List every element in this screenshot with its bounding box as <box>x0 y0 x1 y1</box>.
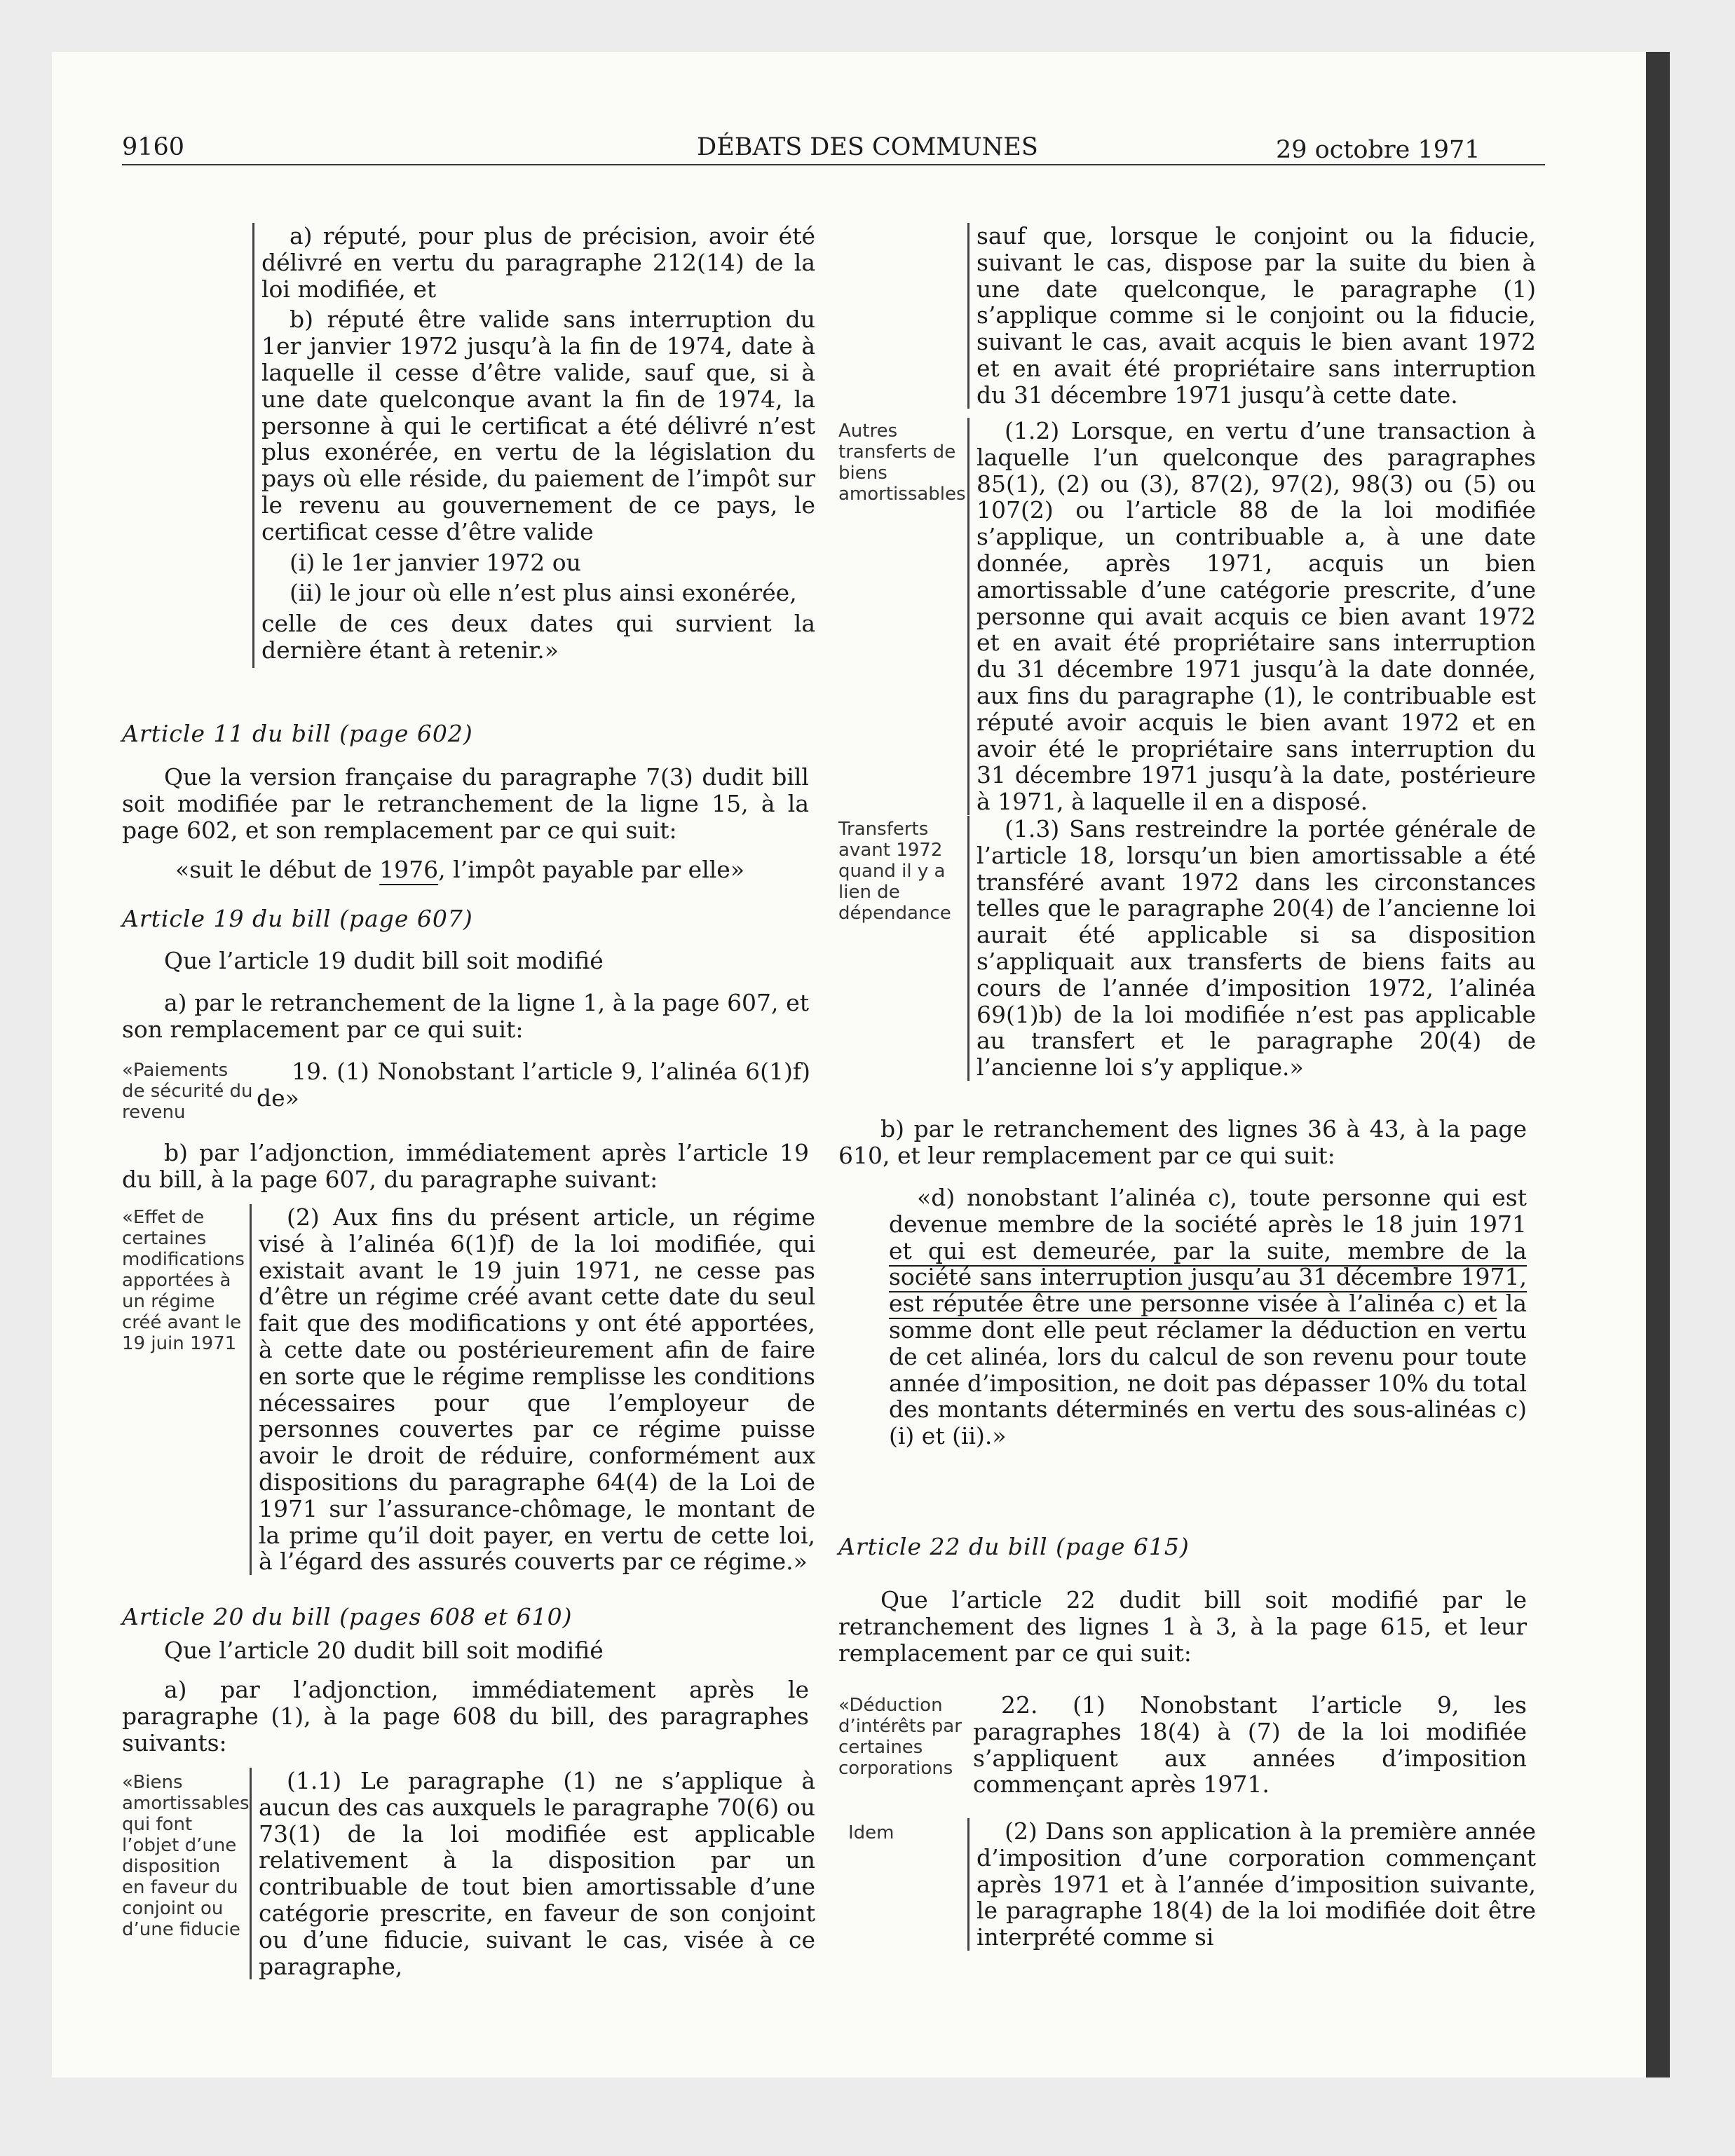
margin-note-deduction: «Déduction d’intérêts par certaines corporations <box>838 1695 962 1779</box>
quote-underlined: 1976 <box>379 856 439 883</box>
article-22-subsection-2: (2) Dans son application à la première année d’imposition d’une corporation commençant après 1971 et à l’année d’imposition suivante, le paragraphe 18(4) de la loi modifiée doit être interprété comme si <box>967 1818 1536 1951</box>
article-20-a: a) par l’adjonction, immédiatement après le paragraphe (1), à la page 608 du bill, des paragraphes suivants: <box>122 1676 809 1756</box>
article-20-subsection-1-1: (1.1) Le paragraphe (1) ne s’applique à aucun des cas auxquels le paragraphe 70(6) ou 73(1) de la loi modifiée est applicable relativement à la disposition par un contribuable de tout bien amortissable d’une catégorie prescrite, en faveur de son conjoint ou d’une fiducie, suivant le cas, visée à ce paragraphe, <box>250 1768 815 1979</box>
article-20-subsection-1-2: (1.2) Lorsque, en vertu d’une transaction à laquelle l’un quelconque des paragraphes 85(1), (2) ou (3), 87(2), 97(2), 98(3) ou (5) ou 107(2) ou l’article 88 de la loi modifiée s’applique, un contribuable a, à une date donnée, après 1971, acquis un bien amortissable d’une catégorie prescrite, d’une personne qui avait acquis ce bien avant 1972 et en avait été propriétaire sans interruption du 31 décembre 1971 jusqu’à la date donnée, aux fins du paragraphe (1), le contribuable est réputé avoir acquis le bien avant 1972 et en avoir été le propriétaire sans interruption du 31 décembre 1971 jusqu’à la date, postérieure à 1971, à laquelle il en a disposé. <box>967 418 1536 815</box>
article-19-section-19: 19. (1) Nonobstant l’article 9, l’alinéa 6(1)f) de» <box>257 1058 810 1112</box>
paragraph-d-replacement <box>889 1185 1527 1449</box>
margin-note-autres: Autres transferts de biens amortissables <box>838 421 966 505</box>
heading-article-22: Article 22 du bill (page 615) <box>838 1533 1190 1560</box>
page-number: 9160 <box>122 133 185 161</box>
article-20-subsection-1-3: (1.3) Sans restreindre la portée générale de l’article 18, lorsqu’un bien amortissable a été transféré avant 1972 dans les circonstances telles que le paragraphe 20(4) de l’ancienne loi aurait été applicable si sa disposition s’appliquait aux transferts de biens faits au cours de l’année d’imposition 1972, l’alinéa 69(1)b) de la loi modifiée n’est pas applicable au transfert et le paragraphe 20(4) de l’ancienne loi s’y applique.» <box>967 816 1536 1081</box>
margin-note-paiements: «Paiements de sécurité du revenu <box>122 1060 253 1123</box>
clause-closing: celle de ces deux dates qui survient la dernière étant à retenir.» <box>261 610 815 664</box>
margin-note-idem: Idem <box>848 1822 894 1843</box>
article-19-subsection-2: (2) Aux fins du présent article, un régime visé à l’alinéa 6(1)f) de la loi modifiée, qui existait avant le 19 juin 1971, ne cesse pas d’être un régime créé avant cette date du seul fait que des modifications y ont été apportées, à cette date ou postérieurement afin de faire en sorte que le régime remplisse les conditions nécessaires pour que l’employeur de personnes couvertes par ce régime puisse avoir le droit de réduire, conformément aux dispositions du paragraphe 64(4) de la Loi de 1971 sur l’assurance-chômage, le montant de la prime qu’il doit payer, en vertu de cette loi, à l’égard des assurés couverts par ce régime.» <box>250 1204 815 1575</box>
paragraph-d-underlined: est réputée être une personne visée à l’alinéa c) et <box>889 1290 1497 1318</box>
paragraph-d-text: «d) nonobstant l’alinéa c), toute personne qui est devenue membre de la société après le 18 juin 1971 <box>889 1184 1527 1238</box>
clause-b: b) réputé être valide sans interruption du 1er janvier 1972 jusqu’à la fin de 1974, date à laquelle il cesse d’être valide, sauf que, si à une date quelconque avant la fin de 1974, la personne à qui le certificat a été délivré n’est plus exonérée, en vertu de la législation du pays où elle réside, du paiement de l’impôt sur le revenu au gouvernement de ce pays, le certificat cesse d’être valide <box>261 306 815 545</box>
subclause-i: (i) le 1er janvier 1972 ou <box>290 548 581 576</box>
article-11-quote <box>175 857 806 883</box>
article-20-subsection-1-1-continued: sauf que, lorsque le conjoint ou la fiducie, suivant le cas, dispose par la suite du bien à une date quelconque, le paragraphe (1) s’applique comme si le conjoint ou la fiducie, suivant le cas, avait acquis le bien avant 1972 et en avait été propriétaire sans interruption du 31 décembre 1971 jusqu’à cette date. <box>967 223 1536 409</box>
quote-part: «suit le début de <box>175 856 380 883</box>
header-rule <box>122 164 1545 165</box>
clause-a: a) réputé, pour plus de précision, avoir été délivré en vertu du paragraphe 212(14) de la loi modifiée, et <box>261 222 815 303</box>
page-title: DÉBATS DES COMMUNES <box>697 133 1038 161</box>
quote-part: , l’impôt payable par elle» <box>438 856 745 883</box>
article-11-text: Que la version française du paragraphe 7(3) dudit bill soit modifiée par le retranchement de la ligne 15, à la page 602, et son remplacement par ce qui suit: <box>122 763 809 844</box>
paragraph-d-underlined: et qui est demeurée, par la suite, membre de la <box>889 1236 1527 1264</box>
article-20-intro: Que l’article 20 dudit bill soit modifié <box>164 1637 604 1664</box>
heading-article-20: Article 20 du bill (pages 608 et 610) <box>122 1603 573 1630</box>
margin-note-effet: «Effet de certaines modifications apportées à un régime créé avant le 19 juin 1971 <box>122 1207 245 1354</box>
article-19-intro: Que l’article 19 dudit bill soit modifié <box>164 947 604 974</box>
article-22-subsection-1: 22. (1) Nonobstant l’article 9, les paragraphes 18(4) à (7) de la loi modifiée s’appliquent aux années d’imposition commençant après 1971. <box>973 1691 1527 1799</box>
article-20-b: b) par le retranchement des lignes 36 à 43, à la page 610, et leur remplacement par ce qui suit: <box>838 1115 1527 1169</box>
paragraph-d-text: la somme dont elle peut réclamer la déduction en vertu de cet alinéa, lors du calcul de son revenu pour toute année d’imposition, ne doit pas dépasser 10% du total des montants déterminés en vertu des sous-alinéas c)(i) et (ii).» <box>889 1290 1527 1450</box>
margin-note-transferts: Transferts avant 1972 quand il y a lien de dépendance <box>838 819 951 924</box>
margin-note-biens: «Biens amortissables qui font l’objet d’une disposition en faveur du conjoint ou d’une fiducie <box>122 1772 250 1940</box>
paragraph-d-underlined: société sans interruption jusqu’au 31 décembre 1971, <box>889 1263 1527 1291</box>
page-date: 29 octobre 1971 <box>1276 136 1481 164</box>
article-22-intro: Que l’article 22 dudit bill soit modifié par le retranchement des lignes 1 à 3, à la page 615, et leur remplacement par ce qui suit: <box>838 1586 1527 1667</box>
heading-article-19: Article 19 du bill (page 607) <box>122 905 473 932</box>
subclause-ii: (ii) le jour où elle n’est plus ainsi exonérée, <box>290 579 797 607</box>
heading-article-11: Article 11 du bill (page 602) <box>122 720 473 747</box>
scan-edge <box>1646 52 1670 2077</box>
quoted-provision-block <box>252 223 815 668</box>
article-19-b: b) par l’adjonction, immédiatement après l’article 19 du bill, à la page 607, du paragraphe suivant: <box>122 1139 809 1193</box>
article-19-a: a) par le retranchement de la ligne 1, à la page 607, et son remplacement par ce qui suit: <box>122 989 809 1043</box>
